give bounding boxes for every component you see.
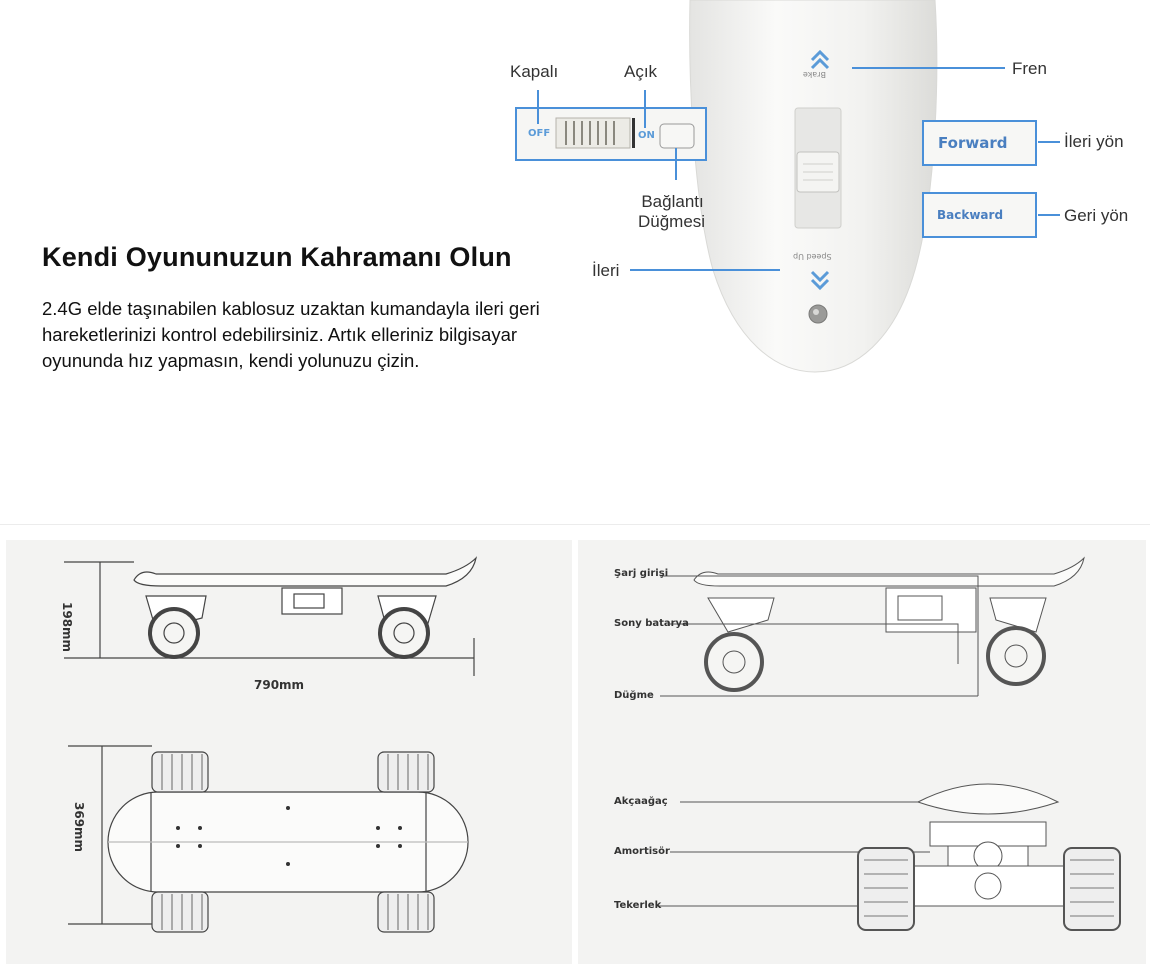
speed-print: Speed Up — [793, 252, 832, 261]
side-wheel-right — [380, 609, 428, 657]
parts-drawing — [578, 540, 1146, 964]
side-wheel-left — [150, 609, 198, 657]
front-deck — [918, 784, 1058, 814]
height-dimension: 198mm — [60, 602, 74, 653]
part-charge: Şarj girişi — [614, 568, 669, 579]
part-battery: Sony batarya — [614, 618, 689, 629]
backward-text: Backward — [937, 208, 1004, 222]
forward-text: Forward — [938, 134, 1008, 152]
label-on: Açık — [624, 62, 658, 81]
dimension-drawing — [6, 540, 572, 964]
part-maple: Akçaağaç — [614, 796, 668, 807]
part-button: Düğme — [614, 690, 654, 701]
switch-off-text: OFF — [528, 128, 551, 139]
connect-button-label: Bağlantı Düğmesi — [638, 192, 706, 231]
label-ileri: İleri — [592, 261, 620, 280]
width-dimension: 369mm — [72, 802, 86, 853]
label-off: Kapalı — [510, 62, 559, 81]
part-shock: Amortisör — [614, 846, 670, 857]
label-ileri-yon: İleri yön — [1064, 132, 1124, 151]
side-deck — [134, 558, 476, 586]
part-wheels: Tekerlek — [614, 900, 662, 911]
parts-panel — [578, 540, 1146, 964]
parts-side-deck — [694, 558, 1084, 586]
description: 2.4G elde taşınabilen kablosuz uzaktan kumandayla ileri geri hareketlerinizi kontrol edebilirsiniz. Artık elleriniz bilgisayar oyununda hız yapmasın, kendi yolunuzu çizin. — [42, 298, 540, 371]
dimensions-panel — [6, 540, 572, 964]
label-fren: Fren — [1012, 59, 1047, 78]
length-dimension: 790mm — [254, 678, 305, 692]
switch-on-text: ON — [638, 130, 655, 141]
headline: Kendi Oyununuzun Kahramanı Olun — [42, 242, 512, 272]
brake-print: Brake — [803, 70, 826, 79]
label-geri-yon: Geri yön — [1064, 206, 1129, 225]
